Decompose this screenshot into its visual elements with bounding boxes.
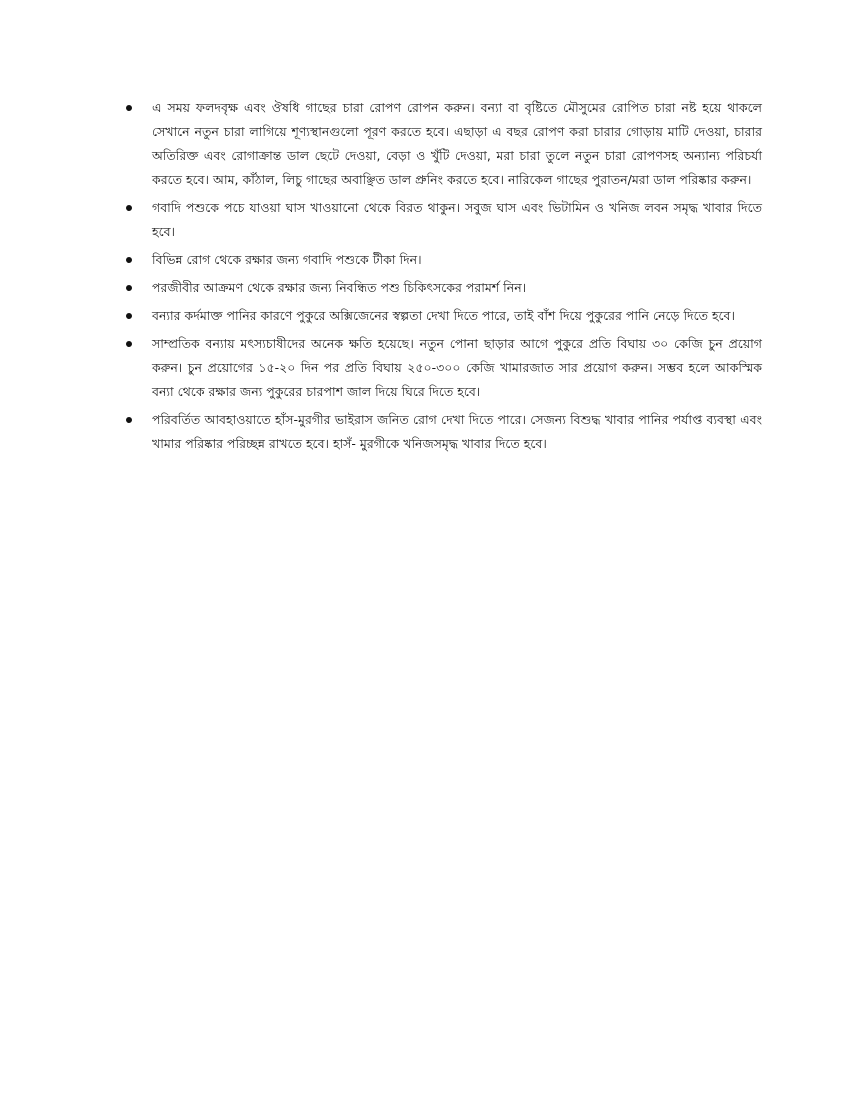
- advisory-text: বিভিন্ন রোগ থেকে রক্ষার জন্য গবাদি পশুকে টীকা দিন।: [152, 252, 422, 267]
- advisory-text: পরিবর্তিত আবহাওয়াতে হাঁস-মুরগীর ভাইরাস জনিত রোগ দেখা দিতে পারে। সেজন্য বিশুদ্ধ খাবার পানির পর্যাপ্ত ব্যবস্থা এবং খামার পরিষ্কার পরিচ্ছন্ন রাখতে হবে। হাসঁ- মুরগীকে খনিজসমৃদ্ধ খাবার দিতে হবে।: [152, 412, 762, 451]
- advisory-item-livestock-feed: [122, 196, 762, 244]
- bullet-icon: [126, 313, 132, 319]
- advisory-item-fish-farming: [122, 332, 762, 404]
- advisory-item-pond-oxygen: [122, 304, 762, 328]
- advisory-bullet-list: [122, 96, 762, 460]
- bullet-icon: [126, 205, 132, 211]
- advisory-item-parasites: [122, 276, 762, 300]
- bullet-icon: [126, 105, 132, 111]
- advisory-text: বন্যার কর্দমাক্ত পানির কারণে পুকুরে অক্সিজেনের স্বল্পতা দেখা দিতে পারে, তাই বাঁশ দিয়ে পুকুরের পানি নেড়ে দিতে হবে।: [152, 308, 735, 323]
- bullet-icon: [126, 417, 132, 423]
- advisory-text: পরজীবীর আক্রমণ থেকে রক্ষার জন্য নিবন্ধিত পশু চিকিৎসকের পরামর্শ নিন।: [152, 280, 527, 295]
- advisory-item-vaccination: [122, 248, 762, 272]
- advisory-text: সাম্প্রতিক বন্যায় মৎস্যচাষীদের অনেক ক্ষতি হয়েছে। নতুন পোনা ছাড়ার আগে পুকুরে প্রতি বিঘায় ৩০ কেজি চুন প্রয়োগ করুন। চুন প্রয়োগের ১৫-২০ দিন পর প্রতি বিঘায় ২৫০-৩০০ কেজি খামারজাত সার প্রয়োগ করুন। সম্ভব হলে আকস্মিক বন্যা থেকে রক্ষার জন্য পুকুরের চারপাশ জাল দিয়ে ঘিরে দিতে হবে।: [152, 336, 762, 399]
- advisory-item-fruit-trees: [122, 96, 762, 192]
- advisory-text: গবাদি পশুকে পচে যাওয়া ঘাস খাওয়ানো থেকে বিরত থাকুন। সবুজ ঘাস এবং ভিটামিন ও খনিজ লবন সমৃদ্ধ খাবার দিতে হবে।: [152, 200, 762, 239]
- bullet-icon: [126, 285, 132, 291]
- bullet-icon: [126, 341, 132, 347]
- bullet-icon: [126, 257, 132, 263]
- advisory-item-poultry: [122, 408, 762, 456]
- advisory-text: এ সময় ফলদবৃক্ষ এবং ঔষধি গাছের চারা রোপণ রোপন করুন। বন্যা বা বৃষ্টিতে মৌসুমের রোপিত চারা নষ্ট হয়ে থাকলে সেখানে নতুন চারা লাগিয়ে শূণ্যস্থানগুলো পূরণ করতে হবে। এছাড়া এ বছর রোপণ করা চারার গোড়ায় মাটি দেওয়া, চারার অতিরিক্ত এবং রোগাক্রান্ত ডাল ছেটে দেওয়া, বেড়া ও খুঁটি দেওয়া, মরা চারা তুলে নতুন চারা রোপণসহ অন্যান্য পরিচর্যা করতে হবে। আম, কাঁঠাল, লিচু গাছের অবাঞ্ছিত ডাল প্রুনিং করতে হবে। নারিকেল গাছের পুরাতন/মরা ডাল পরিষ্কার করুন।: [152, 100, 762, 187]
